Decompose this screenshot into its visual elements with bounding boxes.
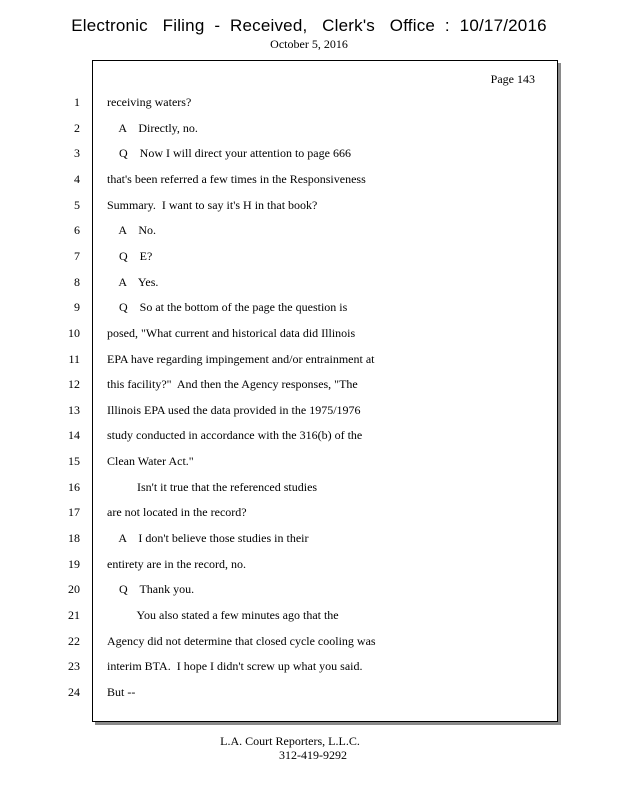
line-number: 9: [74, 300, 80, 314]
transcript-line: Summary. I want to say it's H in that book?: [107, 198, 318, 212]
line-number: 8: [74, 275, 80, 289]
court-reporter-phone: 312-419-9292: [279, 748, 347, 762]
transcript-line: Agency did not determine that closed cycle cooling was: [107, 634, 376, 648]
transcript-line: A Yes.: [107, 275, 159, 289]
line-number: 4: [74, 172, 80, 186]
line-number: 17: [68, 505, 80, 519]
transcript-line: Q E?: [107, 249, 153, 263]
court-reporter-name: L.A. Court Reporters, L.L.C.: [220, 734, 360, 748]
transcript-line: But --: [107, 685, 136, 699]
filing-stamp-header: Electronic Filing - Received, Clerk's Office : 10/17/2016: [71, 16, 547, 35]
transcript-line: study conducted in accordance with the 316(b) of the: [107, 428, 363, 442]
transcript-line: Isn't it true that the referenced studies: [107, 480, 318, 494]
transcript-line: that's been referred a few times in the Responsiveness: [107, 172, 366, 186]
line-number: 15: [68, 454, 80, 468]
transcript-line: EPA have regarding impingement and/or entrainment at: [107, 352, 375, 366]
transcript-line: interim BTA. I hope I didn't screw up what you said.: [107, 659, 363, 673]
line-number: 24: [68, 685, 80, 699]
line-number: 11: [68, 352, 80, 366]
line-number: 1: [74, 95, 80, 109]
line-number: 14: [68, 428, 80, 442]
line-number: 2: [74, 121, 80, 135]
transcript-line: A No.: [107, 223, 157, 237]
line-number: 21: [68, 608, 80, 622]
transcript-line: Clean Water Act.": [107, 454, 194, 468]
page-number: Page 143: [490, 72, 535, 86]
line-number: 12: [68, 377, 80, 391]
transcript-date: October 5, 2016: [270, 37, 348, 51]
transcript-line: entirety are in the record, no.: [107, 557, 246, 571]
transcript-line: Q So at the bottom of the page the question is: [107, 300, 348, 314]
line-number: 3: [74, 146, 80, 160]
transcript-line: You also stated a few minutes ago that the: [107, 608, 339, 622]
line-number: 5: [74, 198, 80, 212]
transcript-line: posed, "What current and historical data did Illinois: [107, 326, 356, 340]
transcript-line: A I don't believe those studies in their: [107, 531, 309, 545]
line-number: 20: [68, 582, 80, 596]
line-number: 18: [68, 531, 80, 545]
line-number: 19: [68, 557, 80, 571]
line-number: 7: [74, 249, 80, 263]
line-number: 6: [74, 223, 80, 237]
transcript-line: are not located in the record?: [107, 505, 247, 519]
transcript-line: receiving waters?: [107, 95, 192, 109]
transcript-line: A Directly, no.: [107, 121, 198, 135]
line-number: 22: [68, 634, 80, 648]
transcript-line: Q Now I will direct your attention to page 666: [107, 146, 351, 160]
transcript-line: Q Thank you.: [107, 582, 195, 596]
transcript-line: Illinois EPA used the data provided in the 1975/1976: [107, 403, 361, 417]
line-number: 16: [68, 480, 80, 494]
line-number: 13: [68, 403, 80, 417]
line-number: 10: [68, 326, 80, 340]
transcript-line: this facility?" And then the Agency responses, "The: [107, 377, 358, 391]
line-number: 23: [68, 659, 80, 673]
